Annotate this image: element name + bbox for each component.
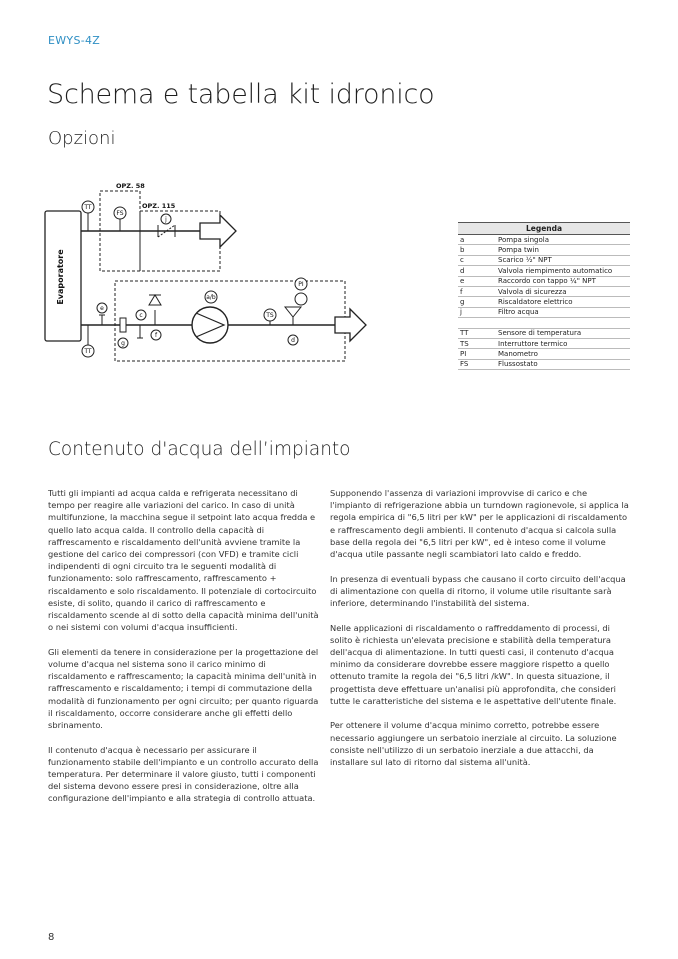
electric-heater (120, 318, 126, 332)
pressure-gauge (295, 293, 307, 305)
opz115-box (140, 211, 220, 271)
legend-key: b (460, 246, 465, 255)
legend-key: a (460, 235, 465, 244)
svg-text:TT: TT (84, 204, 92, 211)
legend-key: g (460, 298, 465, 307)
legend-key: d (460, 266, 465, 275)
legend-key: TS (460, 339, 469, 348)
legend-key: FS (460, 360, 469, 369)
legend-value: Riscaldatore elettrico (498, 298, 573, 307)
paragraph: Nelle applicazioni di riscaldamento o raffreddamento di processi, di solito è richiesta un'elevata precisione e stabilità della temperatura dell'acqua di alimentazione. In tutti questi casi, il contenuto d'acqua minimo da considerare dovrebbe essere maggiore rispetto a quello ottenuto tramite la regola dei "6,5 litri /kW". In questa situazione, il progettista deve effettuare un'analisi più approfondita, che consideri tutte le caratteristiche del sistema e le aspettative dell'utente finale. (330, 622, 617, 706)
legend-row (458, 308, 630, 318)
section-title: Contenuto d'acqua dell’impianto (48, 439, 351, 460)
legend-row (458, 360, 630, 370)
svg-text:PI: PI (298, 281, 304, 288)
legend-row (458, 277, 630, 287)
legend-value: Valvola di sicurezza (498, 287, 567, 296)
svg-text:g: g (121, 340, 125, 347)
legend-title: Legenda (458, 222, 630, 235)
legend-key: e (460, 277, 465, 286)
legend-value: Valvola riempimento automatico (498, 266, 613, 275)
legend-key: f (460, 287, 463, 296)
legend-row (458, 266, 630, 276)
legend-value: Manometro (498, 349, 538, 358)
paragraph: Supponendo l'assenza di variazioni improvvise di carico e che l'impianto di refrigerazione abbia un turndown ragionevole, si applica la regola empirica di "6,5 litri per kW" per le applicazioni di riscaldamento e raffrescamento degli ambienti. Il contenuto d'acqua si calcola sulla base della regola dei "6,5 litri per kW", ed è inteso come il volume d'acqua utile passante negli scambiatori lato caldo e freddo. (330, 488, 629, 560)
page-title: Schema e tabella kit idronico (47, 79, 435, 110)
right-column-text (330, 487, 630, 781)
svg-text:d: d (291, 337, 295, 344)
legend-row (458, 245, 630, 255)
legend-row (458, 256, 630, 266)
svg-text:FS: FS (116, 210, 124, 217)
page-number: 8 (48, 932, 55, 943)
legend-row (458, 329, 630, 339)
svg-text:OPZ. 58: OPZ. 58 (116, 182, 145, 190)
legend-row (458, 349, 630, 359)
legend-row (458, 287, 630, 297)
legend-key: TT (460, 329, 469, 338)
legend-key: PI (460, 349, 467, 358)
svg-text:Evaporatore: Evaporatore (56, 249, 65, 305)
legend-value: Flussostato (498, 360, 538, 369)
page-subtitle: Opzioni (48, 128, 116, 149)
legend-value: Sensore di temperatura (498, 329, 582, 338)
legend-row (458, 297, 630, 307)
paragraph: Gli elementi da tenere in considerazione per la progettazione del volume d'acqua nel sistema sono il carico minimo di riscaldamento e raffrescamento; la capacità minima dell'unità in raffrescamento e riscaldamento; i tempi di commutazione della modalità di funzionamento per ogni circuito; per quanto riguarda il riscaldamento, occorre considerare anche gli effetti dello sbrinamento. (48, 646, 319, 731)
legend-key: j (460, 308, 462, 317)
legend-value: Interruttore termico (498, 339, 568, 348)
outlet-arrow (335, 309, 366, 341)
auto-fill-valve (285, 307, 301, 317)
paragraph: Il contenuto d'acqua è necessario per assicurare il funzionamento stabile dell'impianto e un controllo accurato della temperatura. Per determinare il valore giusto, tutti i componenti del sistema devono essere presi in considerazione, oltre alla configurazione dell'impianto e alla strategia di controllo attuata. (48, 744, 319, 804)
svg-text:e: e (100, 305, 104, 312)
legend-key: c (460, 256, 464, 265)
paragraph: In presenza di eventuali bypass che causano il corto circuito dell'acqua di alimentazione con quella di ritorno, il volume utile risultante sarà inferiore, determinando l'instabilità del sistema. (330, 573, 626, 609)
legend-value: Raccordo con tappo ¼" NPT (498, 277, 596, 286)
paragraph: Tutti gli impianti ad acqua calda e refrigerata necessitano di tempo per reagire alle variazioni del carico. In caso di unità multifunzione, la macchina segue il setpoint lato acqua fredda e quello lato acqua calda. Il controllo della capacità di raffrescamento e riscaldamento dell'unità avviene tramite la gestione del carico dei compressori (con VFD) e tramite cicli indipendenti di ogni circuito tra le seguenti modalità di funzionamento: solo raffrescamento, raffrescamento + riscaldamento e solo riscaldamento. Il potenziale di cortocircuito esiste, di solito, quando il carico di raffrescamento e riscaldamento scende al di sotto della capacità minima dell'unità o nei sistemi con volumi d'acqua insufficienti. (48, 488, 319, 633)
document-model-header: EWYS-4Z (48, 34, 101, 47)
svg-text:f: f (154, 332, 158, 339)
legend-value: Pompa twin (498, 246, 539, 255)
svg-text:TS: TS (266, 312, 274, 319)
svg-text:TT: TT (84, 348, 92, 355)
left-column-text (48, 487, 320, 817)
legend-value: Pompa singola (498, 235, 550, 244)
hydronic-kit-box (115, 281, 345, 361)
inlet-arrow (200, 215, 236, 247)
svg-text:c: c (139, 312, 143, 319)
legend-row (458, 339, 630, 349)
legend-value: Scarico ½" NPT (498, 256, 552, 265)
svg-text:a/b: a/b (206, 294, 216, 301)
hydronic-kit-diagram (40, 175, 380, 380)
legend-row (458, 235, 630, 245)
legend-table (458, 222, 630, 370)
paragraph: Per ottenere il volume d'acqua minimo corretto, potrebbe essere necessario aggiungere un serbatoio inerziale al circuito. La soluzione consiste nell'utilizzo di un serbatoio inerziale a due attacchi, da installare sul lato di ritorno dal sistema all'unità. (330, 720, 617, 768)
svg-text:j: j (165, 216, 167, 223)
legend-value: Filtro acqua (498, 308, 539, 317)
svg-text:OPZ. 115: OPZ. 115 (142, 202, 176, 210)
